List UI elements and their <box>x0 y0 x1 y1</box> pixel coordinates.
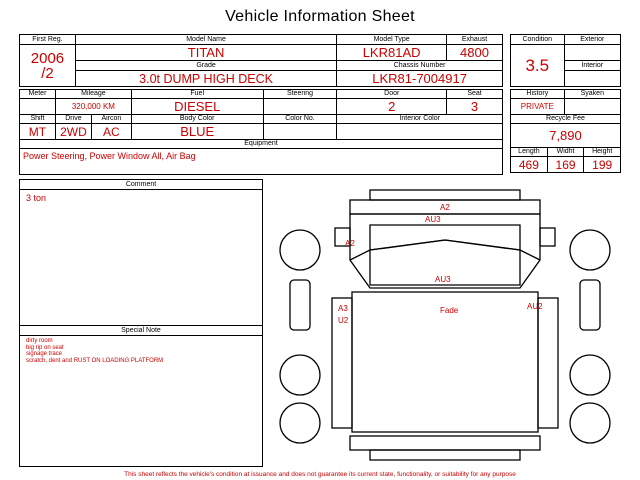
interior-color-label: Interior Color <box>337 115 503 124</box>
rear-left-wheel <box>280 355 320 395</box>
aircon-label: Aircon <box>91 115 131 124</box>
chassis-value: LKR81-7004917 <box>337 71 503 87</box>
grade-value: 3.0t DUMP HIGH DECK <box>75 71 336 87</box>
syaken-label: Syaken <box>564 90 620 99</box>
damage-u2: U2 <box>338 316 349 325</box>
front-grille <box>370 190 520 200</box>
steering-label: Steering <box>263 90 337 99</box>
disclaimer-footer: This sheet reflects the vehicle's condition at issuance and does not guarantee its current state, functionality, or suitability for any purpose <box>124 471 516 478</box>
drive-value: 2WD <box>55 124 91 140</box>
rear-right-wheel <box>570 355 610 395</box>
meter-label: Meter <box>20 90 56 99</box>
special-note-item: dirty room <box>26 338 53 344</box>
width-value: 169 <box>547 157 584 173</box>
equipment-label: Equipment <box>20 140 503 149</box>
history-value: PRIVATE <box>511 99 565 115</box>
truck-outline <box>280 190 610 460</box>
exhaust-value: 4800 <box>447 45 503 61</box>
shift-label: Shift <box>20 115 56 124</box>
left-door <box>290 280 310 330</box>
recycle-fee-label: Recycle Fee <box>511 115 621 124</box>
spec-table <box>19 89 503 175</box>
grade-label: Grade <box>75 61 336 71</box>
height-label: Height <box>584 148 621 157</box>
damage-a2-top: A2 <box>440 203 450 212</box>
right-mirror <box>540 228 555 246</box>
interior-value <box>564 71 620 87</box>
model-name-label: Model Name <box>75 35 336 45</box>
right-side-panel <box>538 298 558 428</box>
model-name-value: TITAN <box>75 45 336 61</box>
first-reg-month: /2 <box>41 64 54 82</box>
model-type-value: LKR81AD <box>337 45 447 61</box>
rear-right-inner-wheel <box>570 403 610 443</box>
recycle-fee-value: 7,890 <box>511 124 621 148</box>
chassis-label: Chassis Number <box>337 61 503 71</box>
steering-value <box>263 99 337 115</box>
color-no-label: Color No. <box>263 115 337 124</box>
fuel-value: DIESEL <box>131 99 263 115</box>
vehicle-diagram <box>270 180 640 470</box>
condition-value: 3.5 <box>511 45 565 87</box>
body-color-value: BLUE <box>131 124 263 140</box>
interior-color-value <box>337 124 503 140</box>
main-info-table <box>19 34 503 87</box>
seat-value: 3 <box>447 99 503 115</box>
damage-au2: AU2 <box>527 302 543 311</box>
shift-value: MT <box>20 124 56 140</box>
exterior-value <box>564 45 620 61</box>
special-note-item: signage trace <box>26 351 63 357</box>
special-note-item: scratch, dent and RUST ON LOADING PLATFORM <box>26 357 164 364</box>
damage-au3-top: AU3 <box>425 215 441 224</box>
special-note-box <box>19 325 263 467</box>
length-value: 469 <box>511 157 548 173</box>
condition-label: Condition <box>511 35 565 45</box>
meter-value <box>20 99 56 115</box>
special-note-label: Special Note <box>20 326 262 336</box>
fuel-label: Fuel <box>131 90 263 99</box>
interior-label: Interior <box>564 61 620 71</box>
special-note-item: big rip on seat <box>26 344 64 351</box>
comment-text: 3 ton <box>26 193 47 203</box>
drive-label: Drive <box>55 115 91 124</box>
syaken-value <box>564 99 620 115</box>
mileage-label: Mileage <box>55 90 131 99</box>
door-label: Door <box>337 90 447 99</box>
rear-bumper <box>350 436 540 450</box>
width-label: Widht <box>547 148 584 157</box>
damage-au3-mid: AU3 <box>435 275 451 284</box>
comment-label: Comment <box>20 180 262 190</box>
special-note-list <box>20 336 262 366</box>
cab-line <box>350 250 370 260</box>
history-label: History <box>511 90 565 99</box>
cab-line <box>520 250 540 260</box>
sheet-title: Vehicle Information Sheet <box>225 8 415 25</box>
model-type-label: Model Type <box>337 35 447 45</box>
condition-table <box>510 34 621 87</box>
rear-step <box>370 450 520 460</box>
exhaust-label: Exhaust <box>447 35 503 45</box>
seat-label: Seat <box>447 90 503 99</box>
windshield <box>370 225 520 250</box>
history-table <box>510 89 621 173</box>
equipment-value: Power Steering, Power Window All, Air Bag <box>20 149 503 175</box>
damage-fade: Fade <box>440 306 459 315</box>
first-reg-value <box>20 45 76 87</box>
damage-a3: A3 <box>338 304 348 313</box>
mileage-value: 320,000 KM <box>55 99 131 115</box>
body-color-label: Body Color <box>131 115 263 124</box>
damage-a2-left: A2 <box>345 239 355 248</box>
exterior-label: Exterior <box>564 35 620 45</box>
door-value: 2 <box>337 99 447 115</box>
front-left-wheel <box>280 230 320 270</box>
aircon-value: AC <box>91 124 131 140</box>
front-right-wheel <box>570 230 610 270</box>
first-reg-year: 2006 <box>30 49 65 67</box>
comment-box <box>19 179 263 326</box>
right-door <box>580 280 600 330</box>
first-reg-label: First Reg. <box>20 35 76 45</box>
height-value: 199 <box>584 157 621 173</box>
color-no-value <box>263 124 337 140</box>
length-label: Length <box>511 148 548 157</box>
rear-left-inner-wheel <box>280 403 320 443</box>
